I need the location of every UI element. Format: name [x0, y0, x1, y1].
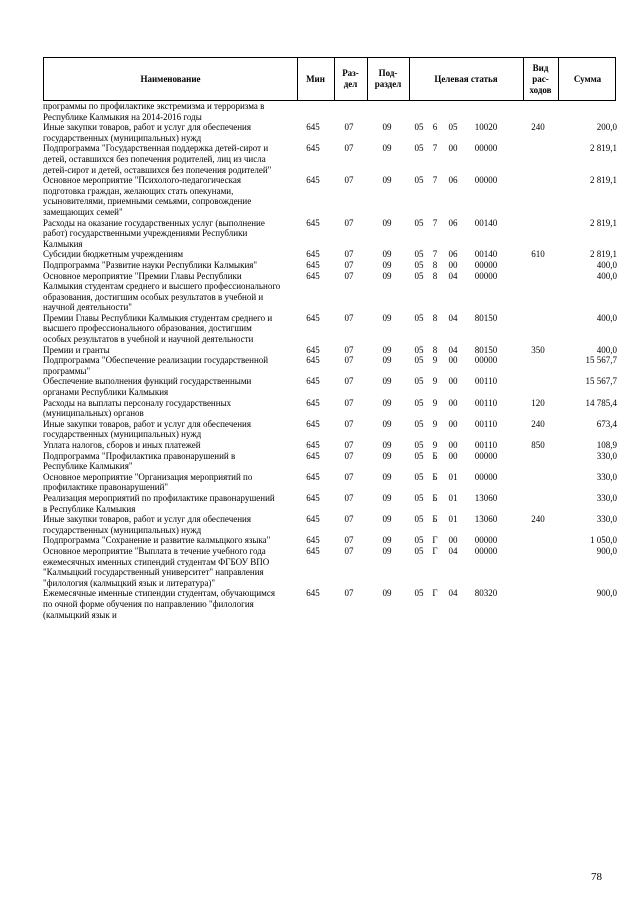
cell-cs3: 06 [448, 249, 458, 260]
table-row [43, 218, 616, 250]
cell-pr: 09 [382, 440, 392, 450]
cell-cs4: 00140 [474, 249, 498, 260]
row-name: Обеспечение выполнения функций государственными органами Республики Калмыкия [43, 376, 252, 398]
cell-pr: 09 [382, 355, 392, 366]
cell-min: 645 [306, 418, 320, 429]
cell-pr: 09 [382, 376, 392, 387]
cell-sum: 15 567,7 [585, 376, 617, 387]
table-row [43, 175, 616, 217]
cell-cs3: 01 [448, 514, 458, 525]
cell-cs2: 9 [432, 376, 438, 387]
table-row [43, 376, 616, 397]
cell-pr: 09 [382, 450, 392, 461]
cell-sum: 2 819,1 [590, 143, 617, 154]
table-row [43, 546, 616, 588]
table-header [43, 57, 616, 101]
table-row [43, 440, 616, 451]
cell-cs1: 05 [414, 514, 424, 525]
table-row [43, 260, 616, 271]
cell-cs4: 80150 [474, 312, 498, 323]
cell-min: 645 [306, 376, 320, 387]
cell-cs4: 00000 [474, 355, 498, 366]
cell-pr: 09 [382, 397, 392, 408]
cell-cs1: 05 [414, 175, 424, 186]
header-podrazdel: Под- раздел [374, 68, 402, 89]
cell-vr: 850 [531, 440, 545, 450]
cell-cs2: 6 [432, 122, 438, 133]
cell-pr: 09 [382, 122, 392, 133]
cell-cs1: 05 [414, 418, 424, 429]
cell-cs4: 00000 [474, 535, 498, 546]
header-summa: Сумма [573, 73, 602, 84]
cell-cs4: 00000 [474, 450, 498, 461]
row-name: Реализация мероприятий по профилактике правонарушений в Республике Калмыкия [43, 492, 275, 514]
cell-cs3: 04 [448, 270, 458, 281]
header-min: Мин [306, 73, 325, 84]
cell-cs4: 00000 [474, 270, 498, 281]
cell-rz: 07 [344, 270, 354, 281]
table-row [43, 472, 616, 493]
row-name: Подпрограмма "Профилактика правонарушений в Республике Калмыкия" [43, 450, 236, 472]
cell-cs1: 05 [414, 312, 424, 323]
cell-sum: 108,9 [596, 440, 617, 450]
cell-cs1: 05 [414, 355, 424, 366]
cell-pr: 09 [382, 312, 392, 323]
cell-rz: 07 [344, 450, 354, 461]
table-row [43, 398, 616, 419]
cell-sum: 673,4 [596, 418, 617, 429]
cell-pr: 09 [382, 492, 392, 503]
table-row [43, 249, 616, 260]
cell-cs3: 00 [448, 355, 458, 366]
cell-rz: 07 [344, 514, 354, 525]
table-row [43, 588, 616, 620]
cell-pr: 09 [382, 471, 392, 482]
header-name: Наименование [140, 73, 201, 84]
cell-cs4: 13060 [474, 492, 498, 503]
cell-cs2: Г [432, 588, 438, 599]
cell-min: 645 [306, 450, 320, 461]
cell-rz: 07 [344, 122, 354, 133]
cell-sum: 330,0 [596, 492, 617, 503]
cell-pr: 09 [382, 545, 392, 556]
cell-min: 645 [306, 344, 320, 355]
cell-min: 645 [306, 545, 320, 556]
cell-sum: 400,0 [596, 312, 617, 323]
cell-cs4: 00000 [474, 175, 498, 186]
cell-cs4: 13060 [474, 514, 498, 525]
cell-pr: 09 [382, 588, 392, 599]
cell-cs3: 00 [448, 376, 458, 387]
cell-sum: 2 819,1 [590, 217, 617, 228]
table-row [43, 493, 616, 514]
cell-cs2: 9 [432, 355, 438, 366]
cell-cs3: 04 [448, 588, 458, 599]
cell-vr: 240 [531, 122, 545, 133]
cell-sum: 2 819,1 [590, 175, 617, 186]
row-name: Подпрограмма "Обеспечение реализации государственной программы" [43, 355, 269, 376]
cell-min: 645 [306, 471, 320, 482]
cell-cs1: 05 [414, 143, 424, 154]
cell-cs3: 06 [448, 175, 458, 186]
cell-rz: 07 [344, 418, 354, 429]
cell-rz: 07 [344, 545, 354, 556]
cell-cs2: Б [432, 514, 438, 525]
cell-rz: 07 [344, 535, 354, 546]
cell-cs2: 7 [432, 143, 438, 154]
table-row [43, 514, 616, 535]
table-row [43, 419, 616, 440]
cell-rz: 07 [344, 397, 354, 408]
cell-cs2: 9 [432, 440, 438, 450]
cell-cs3: 04 [448, 545, 458, 556]
cell-cs4: 00140 [474, 217, 498, 228]
table-row [43, 313, 616, 345]
cell-pr: 09 [382, 217, 392, 228]
cell-rz: 07 [344, 440, 354, 450]
cell-sum: 330,0 [596, 471, 617, 482]
cell-cs1: 05 [414, 440, 424, 450]
row-name: Иные закупки товаров, работ и услуг для обеспечения государственных (муниципальных) нужд [43, 514, 251, 535]
cell-rz: 07 [344, 259, 354, 270]
cell-min: 645 [306, 122, 320, 133]
page-number: 78 [591, 871, 602, 883]
table-row [43, 355, 616, 376]
cell-sum: 1 050,0 [590, 535, 617, 546]
cell-sum: 330,0 [596, 450, 617, 461]
cell-cs2: Б [432, 450, 438, 461]
row-name: Ежемесячные именные стипендии студентам, обучающимся по очной форме обучения по направлению "филология (калмыцкий язык и [43, 588, 275, 620]
cell-cs4: 80150 [474, 344, 498, 355]
cell-min: 645 [306, 514, 320, 525]
cell-cs1: 05 [414, 450, 424, 461]
cell-min: 645 [306, 355, 320, 366]
cell-cs1: 05 [414, 249, 424, 260]
cell-cs2: 8 [432, 270, 438, 281]
cell-cs2: 7 [432, 249, 438, 260]
cell-sum: 14 785,4 [585, 397, 617, 408]
row-name: Основное мероприятие "Психолого-педагогическая подготовка граждан, желающих стать опекунами, усыновителями, приемными семьями, сопровождение замещающих семей" [43, 175, 252, 217]
cell-rz: 07 [344, 143, 354, 154]
cell-min: 645 [306, 249, 320, 260]
table-row [43, 122, 616, 143]
cell-vr: 120 [531, 397, 545, 408]
row-name: Расходы на оказание государственных услуг (выполнение работ) государственными учреждениями Республики Калмыкия [43, 217, 265, 249]
row-name: Субсидии бюджетным учреждениям [43, 249, 184, 260]
cell-pr: 09 [382, 418, 392, 429]
cell-rz: 07 [344, 588, 354, 599]
cell-sum: 900,0 [596, 588, 617, 599]
cell-cs3: 00 [448, 143, 458, 154]
cell-cs1: 05 [414, 545, 424, 556]
cell-pr: 09 [382, 249, 392, 260]
cell-sum: 2 819,1 [590, 249, 617, 260]
cell-cs3: 00 [448, 259, 458, 270]
cell-rz: 07 [344, 175, 354, 186]
cell-min: 645 [306, 312, 320, 323]
cell-rz: 07 [344, 471, 354, 482]
cell-sum: 900,0 [596, 545, 617, 556]
header-tselevaya-statya: Целевая статья [434, 73, 498, 84]
cell-cs3: 04 [448, 344, 458, 355]
cell-min: 645 [306, 397, 320, 408]
table-row [43, 101, 616, 122]
row-name: Основное мероприятие "Выплата в течение учебного года ежемесячных именных стипендий студентам ФГБОУ ВПО "Калмыцкий государственный университет" направления "филология (калмыцкий язык и литература)" [43, 545, 270, 588]
cell-cs4: 00000 [474, 471, 498, 482]
cell-cs3: 00 [448, 440, 458, 450]
cell-sum: 400,0 [596, 259, 617, 270]
cell-pr: 09 [382, 143, 392, 154]
cell-cs2: 9 [432, 397, 438, 408]
cell-cs2: 7 [432, 175, 438, 186]
cell-rz: 07 [344, 355, 354, 366]
cell-min: 645 [306, 440, 320, 450]
cell-cs2: Г [432, 535, 438, 546]
cell-sum: 15 567,7 [585, 355, 617, 366]
row-name: Подпрограмма "Государственная поддержка детей-сирот и детей, оставшихся без попечения родителей, лиц из числа детей-сирот и детей, оставшихся без попечения родителей" [43, 143, 272, 175]
cell-cs1: 05 [414, 344, 424, 355]
table-row [43, 345, 616, 356]
cell-cs2: Б [432, 492, 438, 503]
cell-rz: 07 [344, 217, 354, 228]
table-row [43, 271, 616, 313]
cell-cs3: 00 [448, 535, 458, 546]
cell-cs1: 05 [414, 588, 424, 599]
cell-cs1: 05 [414, 259, 424, 270]
cell-pr: 09 [382, 344, 392, 355]
cell-cs2: Г [432, 545, 438, 556]
header-razdel: Раз- дел [342, 68, 359, 89]
cell-cs2: 8 [432, 344, 438, 355]
cell-cs3: 00 [448, 450, 458, 461]
row-name: Уплата налогов, сборов и иных платежей [43, 440, 201, 450]
cell-cs3: 01 [448, 492, 458, 503]
row-name: Подпрограмма "Развитие науки Республики Калмыкия" [43, 259, 258, 270]
cell-min: 645 [306, 143, 320, 154]
cell-rz: 07 [344, 312, 354, 323]
cell-cs4: 00110 [474, 440, 498, 450]
cell-cs1: 05 [414, 535, 424, 546]
table-row [43, 451, 616, 472]
cell-vr: 240 [531, 418, 545, 429]
cell-cs2: 7 [432, 217, 438, 228]
cell-cs3: 01 [448, 471, 458, 482]
cell-cs1: 05 [414, 217, 424, 228]
cell-pr: 09 [382, 514, 392, 525]
cell-cs4: 00000 [474, 545, 498, 556]
cell-cs4: 00110 [474, 418, 498, 429]
row-name: Подпрограмма "Сохранение и развитие калмыцкого языка" [43, 535, 271, 546]
cell-cs1: 05 [414, 471, 424, 482]
cell-cs4: 00110 [474, 376, 498, 387]
cell-min: 645 [306, 270, 320, 281]
cell-pr: 09 [382, 175, 392, 186]
cell-pr: 09 [382, 535, 392, 546]
cell-cs4: 10020 [474, 122, 498, 133]
row-name: Расходы на выплаты персоналу государственных (муниципальных) органов [43, 397, 232, 419]
row-name: Премии Главы Республики Калмыкия студентам среднего и высшего профессионального образования, достигшим особых результатов в учебной и научной деятельности [43, 312, 273, 345]
cell-cs2: 9 [432, 418, 438, 429]
row-name: программы по профилактике экстремизма и терроризма в Республике Калмыкия на 2014-2016 годы [43, 101, 265, 122]
cell-cs3: 06 [448, 217, 458, 228]
cell-pr: 09 [382, 259, 392, 270]
cell-cs4: 00000 [474, 143, 498, 154]
cell-cs3: 05 [448, 122, 458, 133]
cell-rz: 07 [344, 376, 354, 387]
cell-min: 645 [306, 535, 320, 546]
cell-cs1: 05 [414, 397, 424, 408]
cell-cs3: 04 [448, 312, 458, 323]
cell-pr: 09 [382, 270, 392, 281]
cell-min: 645 [306, 259, 320, 270]
row-name: Премии и гранты [43, 344, 110, 355]
cell-cs4: 00000 [474, 259, 498, 270]
cell-rz: 07 [344, 249, 354, 260]
cell-cs4: 00110 [474, 397, 498, 408]
cell-cs1: 05 [414, 492, 424, 503]
cell-cs4: 80320 [474, 588, 498, 599]
cell-min: 645 [306, 492, 320, 503]
row-name: Иные закупки товаров, работ и услуг для обеспечения государственных (муниципальных) нужд [43, 122, 251, 143]
cell-sum: 330,0 [596, 514, 617, 525]
cell-cs1: 05 [414, 270, 424, 281]
cell-rz: 07 [344, 344, 354, 355]
header-vid-raskhodov: Вид рас- ходов [529, 62, 552, 95]
cell-vr: 240 [531, 514, 545, 525]
cell-min: 645 [306, 175, 320, 186]
table-body [43, 101, 616, 620]
cell-vr: 610 [531, 249, 545, 260]
row-name: Основное мероприятие "Организация мероприятий по профилактике правонарушений" [43, 471, 253, 493]
cell-cs1: 05 [414, 122, 424, 133]
cell-cs1: 05 [414, 376, 424, 387]
row-name: Иные закупки товаров, работ и услуг для обеспечения государственных (муниципальных) нужд [43, 418, 251, 440]
cell-min: 645 [306, 217, 320, 228]
cell-cs2: 8 [432, 312, 438, 323]
cell-cs3: 00 [448, 418, 458, 429]
table-row [43, 143, 616, 175]
cell-min: 645 [306, 588, 320, 599]
cell-cs3: 00 [448, 397, 458, 408]
cell-cs2: 8 [432, 259, 438, 270]
cell-rz: 07 [344, 492, 354, 503]
cell-sum: 400,0 [596, 344, 617, 355]
cell-cs2: Б [432, 471, 438, 482]
cell-vr: 350 [531, 344, 545, 355]
cell-sum: 200,0 [596, 122, 617, 133]
row-name: Основное мероприятие "Премии Главы Республики Калмыкия студентам среднего и высшего профессионального образования, достигшим особых результатов в учебной и научной деятельности" [43, 270, 281, 313]
cell-sum: 400,0 [596, 270, 617, 281]
table-row [43, 535, 616, 546]
